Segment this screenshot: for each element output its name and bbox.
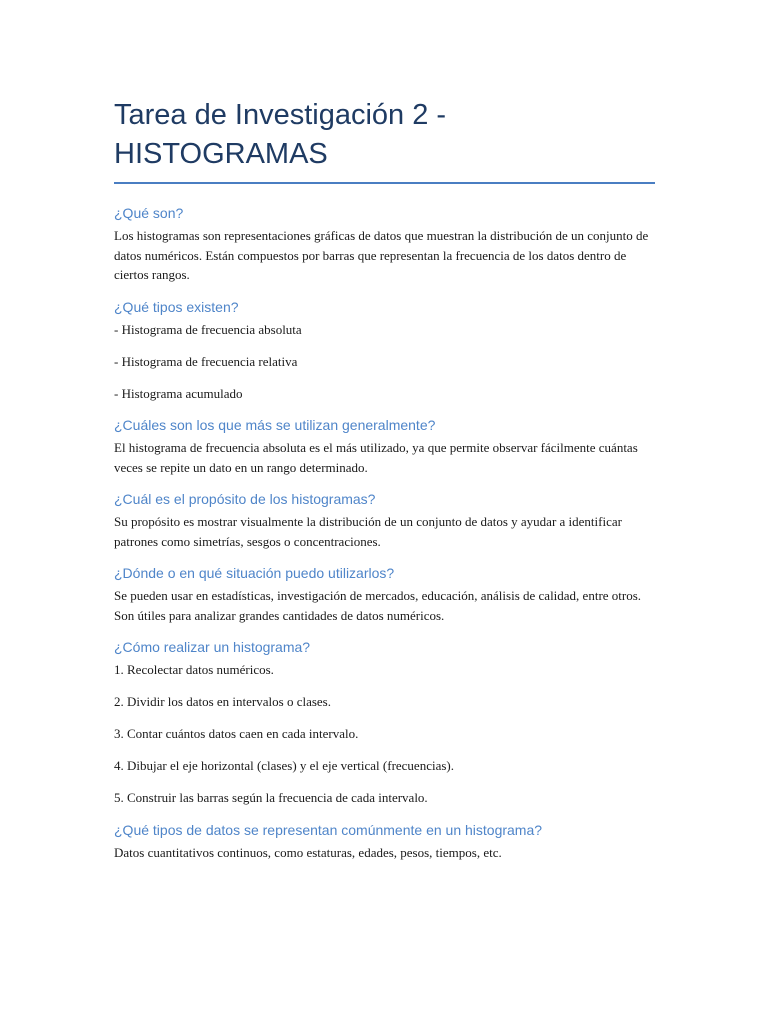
section-heading: ¿Qué tipos de datos se representan comúnmente en un histograma? [114, 821, 543, 838]
list-item: 3. Contar cuántos datos caen en cada intervalo. [114, 726, 359, 741]
section-heading: ¿Qué tipos existen? [114, 298, 239, 315]
section-tipos [114, 298, 655, 404]
document-title-line-2: HISTOGRAMAS [114, 138, 328, 170]
section-mas-utilizan [114, 416, 655, 477]
section-paragraph: Su propósito es mostrar visualmente la distribución de un conjunto de datos y ayudar a identificar patrones como simetrías, sesgos o concentraciones. [114, 514, 622, 549]
list-item: 2. Dividir los datos en intervalos o clases. [114, 694, 331, 709]
list-item: 5. Construir las barras según la frecuencia de cada intervalo. [114, 790, 428, 805]
section-paragraph: Se pueden usar en estadísticas, investigación de mercados, educación, análisis de calidad, entre otros. Son útiles para analizar grandes cantidades de datos numéricos. [114, 588, 642, 623]
section-paragraph: Datos cuantitativos continuos, como estaturas, edades, pesos, tiempos, etc. [114, 844, 502, 860]
section-heading: ¿Cómo realizar un histograma? [114, 639, 311, 655]
document-title [114, 96, 655, 174]
section-donde [114, 564, 655, 625]
section-heading: ¿Qué son? [114, 205, 184, 221]
list-item: - Histograma de frecuencia relativa [114, 353, 298, 369]
section-como [114, 638, 655, 808]
section-proposito [114, 490, 655, 551]
section-heading: ¿Cuáles son los que más se utilizan generalmente? [114, 417, 436, 433]
title-divider [114, 182, 655, 184]
section-paragraph: Los histogramas son representaciones gráficas de datos que muestran la distribución de un conjunto de datos numéricos. Están compuestos por barras que representan la frecuencia de los datos dentro de ciertos rangos. [114, 228, 649, 282]
section-heading: ¿Dónde o en qué situación puedo utilizarlos? [114, 565, 395, 581]
list-item: 1. Recolectar datos numéricos. [114, 662, 274, 677]
list-item: 4. Dibujar el eje horizontal (clases) y el eje vertical (frecuencias). [114, 758, 454, 773]
document-page [114, 96, 655, 862]
section-tipos-datos [114, 821, 655, 863]
document-title-line-1: Tarea de Investigación 2 - [114, 99, 447, 131]
section-que-son [114, 204, 655, 285]
section-paragraph: El histograma de frecuencia absoluta es el más utilizado, ya que permite observar fácilmente cuántas veces se repite un dato en un rango determinado. [114, 440, 638, 475]
list-item: - Histograma de frecuencia absoluta [114, 321, 302, 337]
list-item: - Histograma acumulado [114, 385, 243, 401]
section-heading: ¿Cuál es el propósito de los histogramas? [114, 491, 376, 507]
